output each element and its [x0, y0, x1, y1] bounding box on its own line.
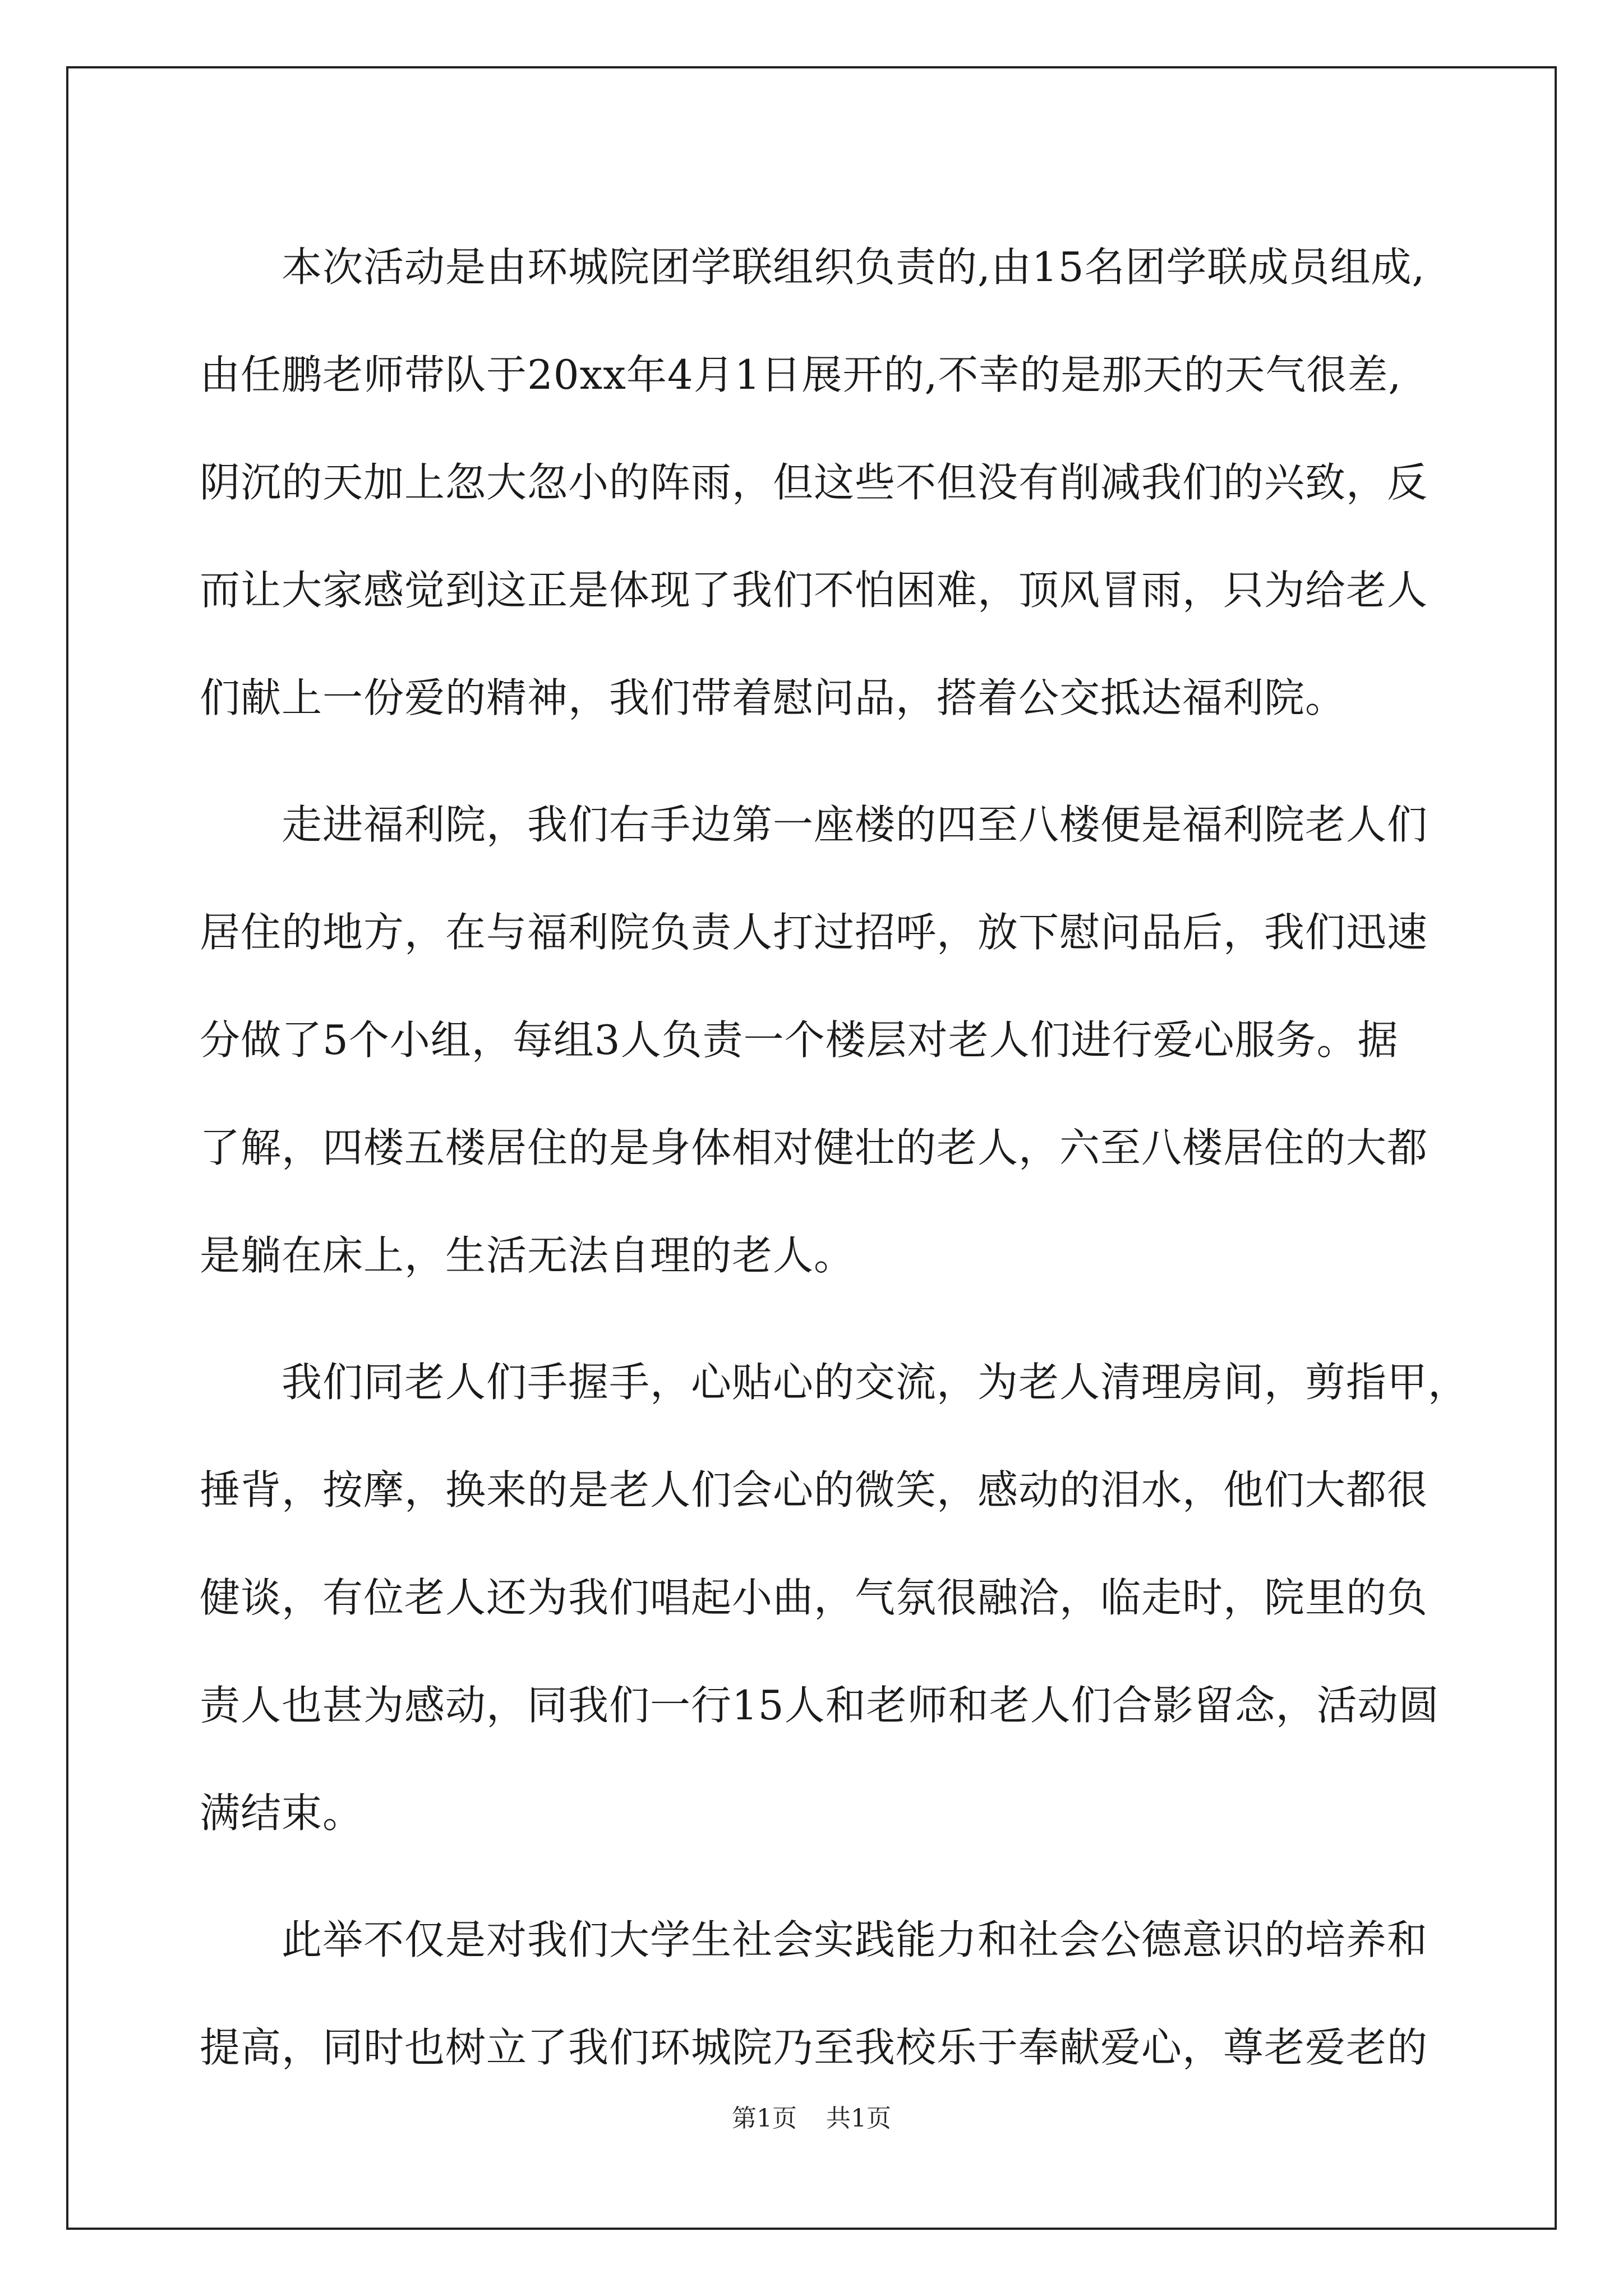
text-line: 由任鹏老师带队于20xx年4月1日展开的,不幸的是那天的天气很差, [200, 351, 1402, 398]
text-line: 分做了5个小组，每组3人负责一个楼层对老人们进行爱心服务。据 [200, 1016, 1399, 1064]
paragraph-2 [200, 771, 1467, 1309]
text-line: 责人也甚为感动，同我们一行15人和老师和老人们合影留念，活动圆 [200, 1682, 1440, 1729]
text-line: 是躺在床上，生活无法自理的老人。 [200, 1232, 855, 1279]
paragraph-4 [200, 1886, 1467, 2101]
text-line: 健谈，有位老人还为我们唱起小曲，气氛很融洽，临走时，院里的负 [200, 1574, 1428, 1621]
paragraph-spacer [200, 1867, 1467, 1886]
paragraph-3 [200, 1328, 1467, 1867]
text-line: 本次活动是由环城院团学联组织负责的,由15名团学联成员组成, [200, 243, 1426, 291]
text-line: 居住的地方，在与福利院负责人打过招呼，放下慰问品后，我们迅速 [200, 909, 1428, 956]
paragraph-spacer [200, 752, 1467, 771]
text-line: 们献上一份爱的精神，我们带着慰问品，搭着公交抵达福利院。 [200, 674, 1347, 721]
text-line: 提高，同时也树立了我们环城院乃至我校乐于奉献爱心，尊老爱老的 [200, 2024, 1428, 2071]
paragraph-spacer [200, 1309, 1467, 1328]
text-line: 我们同老人们手握手，心贴心的交流，为老人清理房间，剪指甲， [200, 1359, 1469, 1406]
paragraph-1 [200, 213, 1467, 752]
document-body [200, 213, 1467, 2101]
text-line: 捶背，按摩，换来的是老人们会心的微笑，感动的泪水，他们大都很 [200, 1466, 1428, 1513]
text-line: 满结束。 [200, 1789, 364, 1837]
page-number: 第1页 [732, 2104, 797, 2133]
page-footer [0, 2098, 1623, 2134]
text-line: 此举不仅是对我们大学生社会实践能力和社会公德意识的培养和 [200, 1916, 1428, 1963]
text-line: 了解，四楼五楼居住的是身体相对健壮的老人，六至八楼居住的大都 [200, 1124, 1428, 1171]
text-line: 走进福利院，我们右手边第一座楼的四至八楼便是福利院老人们 [200, 801, 1428, 848]
text-line: 而让大家感觉到这正是体现了我们不怕困难，顶风冒雨，只为给老人 [200, 567, 1428, 614]
text-line: 阴沉的天加上忽大忽小的阵雨，但这些不但没有削减我们的兴致，反 [200, 459, 1428, 506]
page-total: 共1页 [826, 2104, 891, 2133]
